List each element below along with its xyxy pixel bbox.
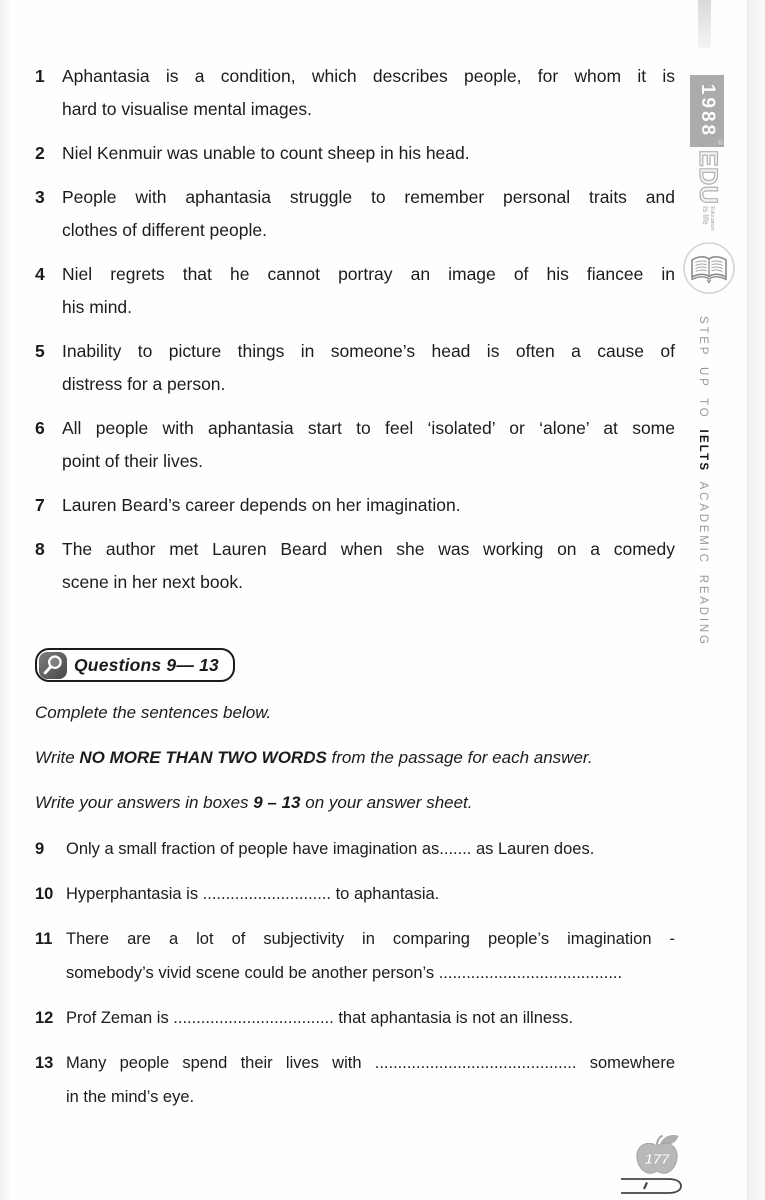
question-text: Prof Zeman is ................................... that aphantasia is not an illness.: [66, 1009, 574, 1027]
statement-text: Aphantasia is a condition, which describes people, for whom it is hard to visualise mental images.: [62, 66, 675, 119]
apple-page-icon: [630, 1133, 684, 1181]
instruction-bold-text: 9 – 13: [253, 793, 301, 812]
instruction-bold-text: NO MORE THAN TWO WORDS: [79, 748, 327, 767]
statement-number: 6: [35, 418, 45, 438]
edu-logo-tagline: [701, 206, 716, 230]
statement-item: [35, 533, 675, 599]
statement-text: The author met Lauren Beard when she was working on a comedy scene in her next book.: [62, 539, 675, 592]
open-book-icon: [682, 241, 736, 295]
edu-logo-rotated: [693, 150, 723, 236]
statement-number: 3: [35, 187, 45, 207]
statement-number: 7: [35, 495, 45, 515]
magnifier-icon: [39, 652, 67, 679]
statement-item: [35, 335, 675, 401]
statement-text: Inability to picture things in someone’s head is often a cause of distress for a person.: [62, 341, 675, 394]
footer-rule-ornament: [620, 1176, 686, 1196]
question-number: 9: [35, 840, 45, 858]
spine-text-post: ACADEMIC READING: [697, 472, 709, 647]
question-number: 10: [35, 885, 54, 903]
statement-number: 5: [35, 341, 45, 361]
tagline-education: Education: [709, 206, 716, 231]
questions-list: [35, 832, 675, 1114]
statement-number: 1: [35, 66, 45, 86]
tagline-is-life: is life: [701, 206, 711, 225]
questions-section-badge: [35, 648, 235, 682]
statement-item: [35, 412, 675, 478]
statement-item: [35, 489, 675, 522]
question-item: [35, 877, 675, 911]
spine-text-ielts: IELTS: [697, 429, 709, 473]
top-corner-strip: [698, 0, 711, 48]
main-content: [35, 60, 675, 1125]
statement-text: All people with aphantasia start to feel ‘isolated’ or ‘alone’ at some point of their lives.: [62, 418, 675, 471]
edu-logo: [691, 150, 725, 236]
questions-section-title: Questions 9— 13: [74, 654, 219, 675]
left-scan-shadow: [0, 0, 12, 1200]
page-edge-line: [747, 0, 749, 1200]
statement-text: People with aphantasia struggle to remember personal traits and clothes of different people.: [62, 187, 675, 240]
instruction-line: [35, 746, 675, 770]
question-item: [35, 922, 675, 990]
statement-number: 2: [35, 143, 45, 163]
registered-trademark-icon: ®: [717, 140, 723, 147]
statement-number: 8: [35, 539, 45, 559]
instruction-text: from the passage for each answer.: [326, 748, 593, 767]
edu-logo-text: EDU: [694, 150, 723, 205]
logo-year-text: 1988: [697, 83, 718, 139]
instruction-text: Complete the sentences below.: [35, 703, 272, 722]
instruction-text: Write: [35, 748, 80, 767]
statement-text: Lauren Beard’s career depends on her imagination.: [62, 495, 461, 515]
statement-item: [35, 181, 675, 247]
instruction-line: [35, 701, 675, 725]
question-text: Only a small fraction of people have imagination as....... as Lauren does.: [66, 840, 595, 858]
statement-text: Niel Kenmuir was unable to count sheep in his head.: [62, 143, 470, 163]
statement-number: 4: [35, 264, 45, 284]
publisher-logo-1988: [690, 75, 724, 147]
question-item: [35, 832, 675, 866]
instruction-line: [35, 791, 675, 815]
statement-item: [35, 60, 675, 126]
question-number: 11: [35, 930, 53, 948]
instruction-text: Write your answers in boxes: [35, 793, 254, 812]
question-item: [35, 1046, 675, 1114]
spine-text-pre: STEP UP TO: [697, 316, 709, 430]
question-text: There are a lot of subjectivity in comparing people’s imagination - somebody’s vivid scene could be another person’s ........................................: [66, 930, 675, 982]
statement-text: Niel regrets that he cannot portray an image of his fiancee in his mind.: [62, 264, 675, 317]
statements-list: [35, 60, 675, 599]
page-number: 177: [644, 1151, 670, 1168]
statement-item: [35, 258, 675, 324]
statement-item: [35, 137, 675, 170]
question-number: 12: [35, 1009, 54, 1027]
question-number: 13: [35, 1054, 54, 1072]
instruction-text: on your answer sheet.: [300, 793, 473, 812]
question-text: Hyperphantasia is ............................ to aphantasia.: [66, 885, 440, 903]
question-text: Many people spend their lives with ............................................ somewhere in the mind’s eye.: [66, 1054, 675, 1106]
question-item: [35, 1001, 675, 1035]
book-spine-caption: [697, 316, 709, 656]
